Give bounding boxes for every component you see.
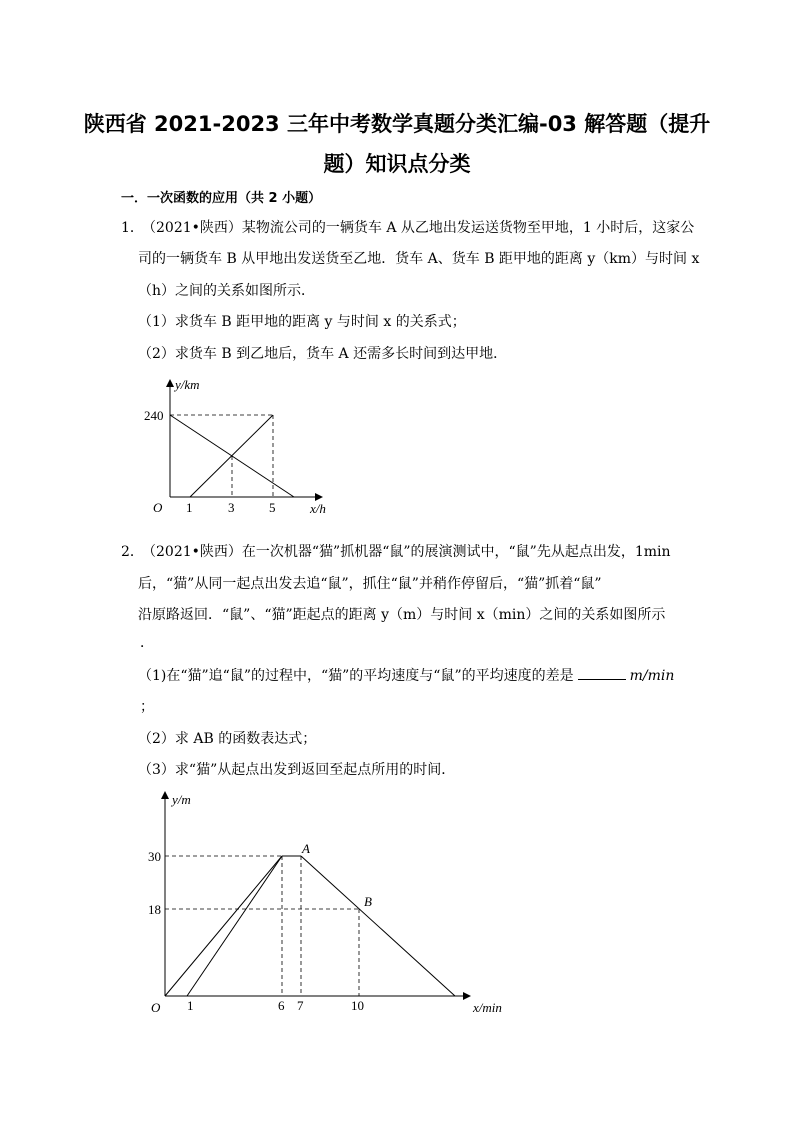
q2-part1-text: （1)在“猫”追“鼠”的过程中，“猫”的平均速度与“鼠”的平均速度的差是 (138, 668, 574, 684)
q2-tick-10: 10 (351, 998, 364, 1013)
q2-line2: 后，“猫”从同一起点出发去追“鼠”，抓住“鼠”并稍作停留后，“猫”抓着“鼠” (138, 576, 602, 592)
q2-graph (140, 785, 520, 1020)
q1-origin: O (153, 500, 163, 515)
doc-title-line1: 陕西省 2021-2023 三年中考数学真题分类汇编-03 解答题（提升 (83, 112, 711, 136)
q1-line3: （h）之间的关系如图所示． (138, 283, 316, 299)
q2-part1-unit: m/min (629, 668, 675, 684)
q2-tick-6: 6 (278, 998, 285, 1013)
q1-part1: （1）求货车 B 距甲地的距离 y 与时间 x 的关系式； (138, 314, 466, 330)
section-heading: 一．一次函数的应用（共 2 小题） (121, 191, 322, 206)
q2-tick-30: 30 (148, 849, 161, 864)
q2-number: 2． (121, 544, 144, 560)
q1-tick-1: 1 (186, 500, 193, 515)
q2-part3: （3）求“猫”从起点出发到返回至起点所用的时间． (138, 762, 456, 778)
q1-ylabel: y/km (175, 377, 200, 392)
q1-xlabel: x/h (310, 501, 326, 516)
q1-tick-240: 240 (144, 408, 164, 423)
q2-point-b: B (364, 894, 372, 909)
q1-graph (140, 375, 340, 520)
doc-title-line2: 题）知识点分类 (323, 152, 471, 176)
q2-line3: 沿原路返回．“鼠”、“猫”距起点的距离 y（m）与时间 x（min）之间的关系如图所示 (138, 607, 666, 623)
q2-answer-blank[interactable] (578, 667, 626, 680)
q1-line-b (190, 415, 273, 497)
q2-tick-18: 18 (148, 902, 161, 917)
q2-line4: ． (140, 635, 154, 651)
q2-tick-1: 1 (187, 998, 194, 1013)
q1-part2: （2）求货车 B 到乙地后，货车 A 还需多长时间到达甲地． (138, 346, 508, 362)
q2-xlabel: x/min (473, 1000, 502, 1015)
q2-cat-line (187, 856, 282, 996)
q1-number: 1． (121, 220, 144, 236)
q1-tick-3: 3 (228, 500, 235, 515)
q2-mouse-line (165, 856, 282, 996)
q2-point-a: A (302, 841, 310, 856)
q2-part1-end: ； (140, 699, 154, 715)
q1-tick-5: 5 (269, 500, 276, 515)
q2-part2: （2）求 AB 的函数表达式； (138, 731, 317, 747)
q2-ylabel: y/m (172, 792, 191, 807)
q2-origin: O (151, 1000, 161, 1015)
q1-line1: （2021•陕西）某物流公司的一辆货车 A 从乙地出发运送货物至甲地，1 小时后，这家公 (142, 220, 695, 236)
q2-tick-7: 7 (297, 998, 304, 1013)
q2-return-line (301, 856, 455, 996)
q2-line1: （2021•陕西）在一次机器“猫”抓机器“鼠”的展演测试中，“鼠”先从起点出发，1min (142, 544, 671, 560)
q2-part1 (138, 665, 674, 685)
q1-line2: 司的一辆货车 B 从甲地出发送货至乙地．货车 A、货车 B 距甲地的距离 y（km）与时间 x (138, 251, 700, 267)
